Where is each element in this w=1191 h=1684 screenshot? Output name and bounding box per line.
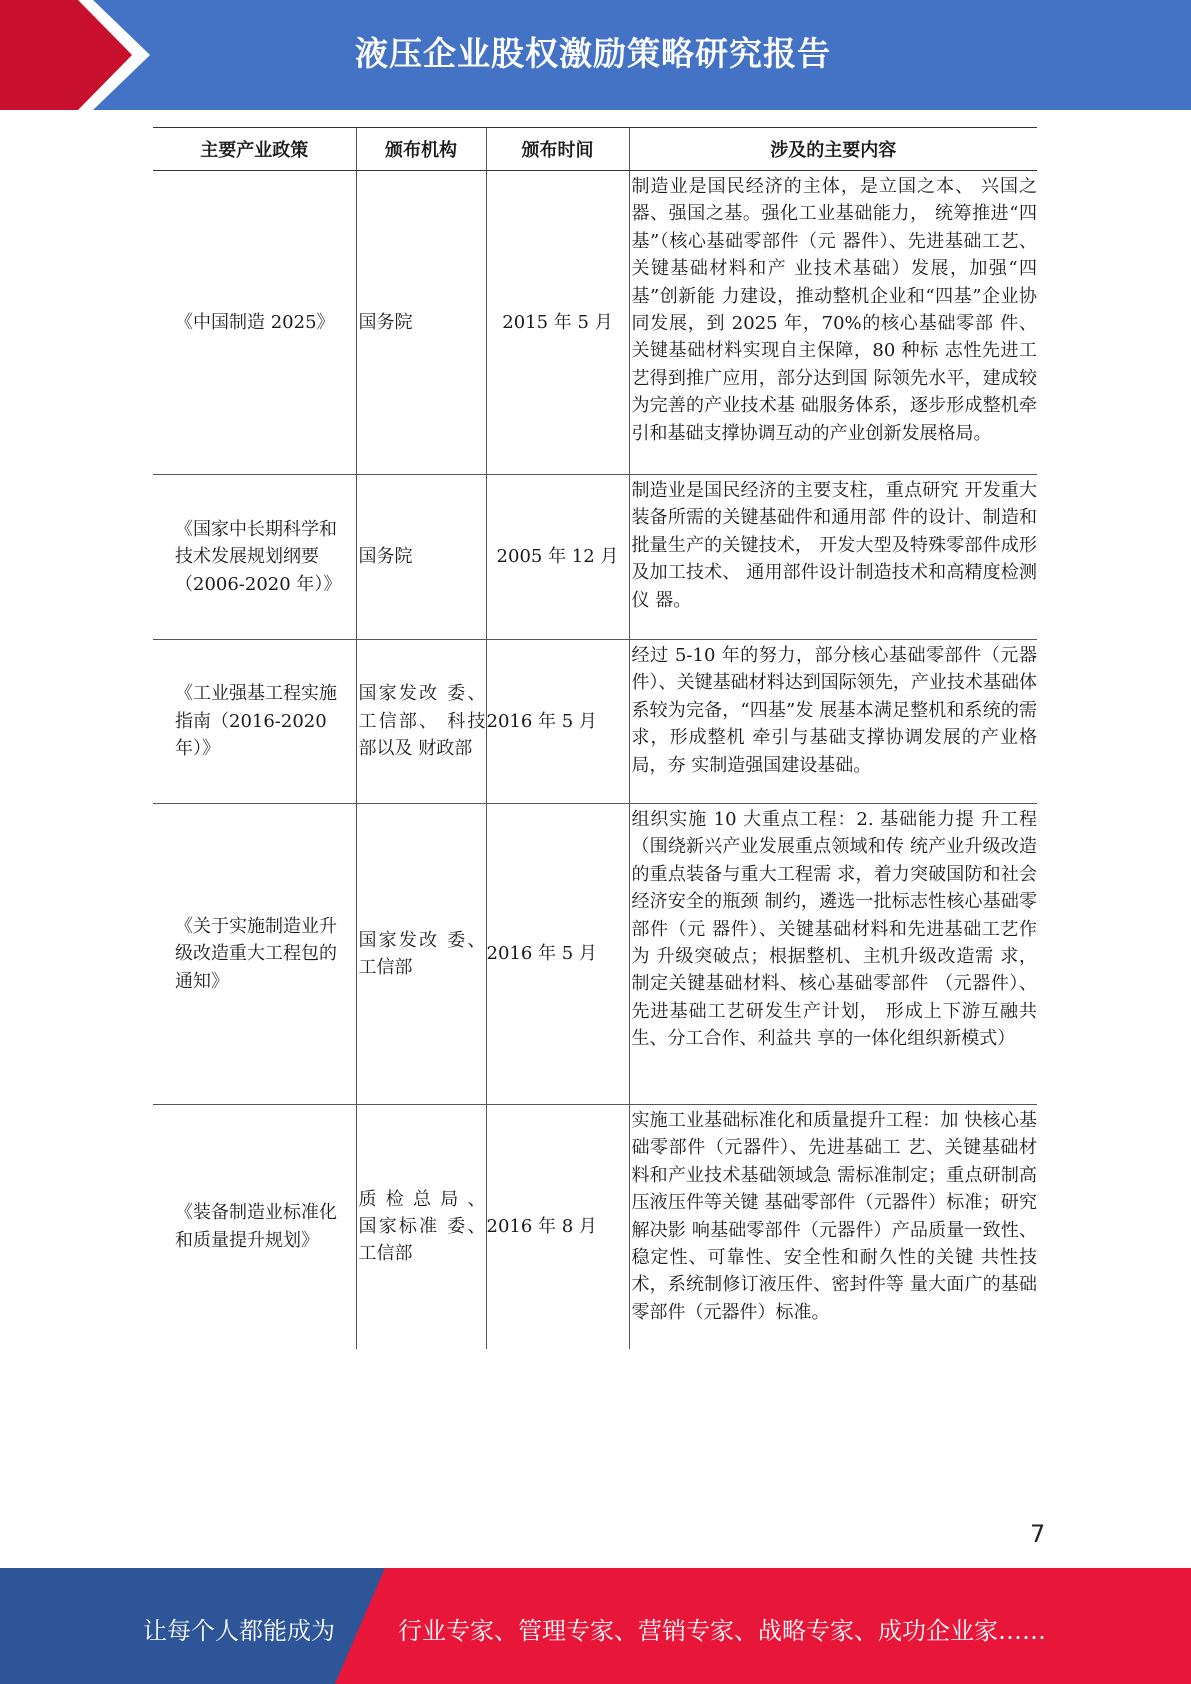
column-header-content: 涉及的主要内容 [629,128,1037,171]
org-cell: 质 检 总 局 、国家标准 委、工信部 [356,1105,486,1349]
page-number: 7 [1030,1520,1046,1548]
column-header-policy: 主要产业政策 [153,128,356,171]
date-cell: 2016 年 8 月 [486,1105,629,1349]
table-header-row [153,128,1037,171]
column-header-date: 颁布时间 [486,128,629,171]
table-row [153,475,1037,640]
content-cell: 制造业是国民经济的主体，是立国之本、 兴国之器、强国之基。强化工业基础能力， 统筹推进“四基”（核心基础零部件（元 器件）、先进基础工艺、关键基础材料和产 业技术基础）发展，加强“四基”创新能 力建设，推动整机企业和“四基”企业协 同发展，到 2025 年，70%的核心基础零部 件、关键基础材料实现自主保障，80 种标 志性先进工艺得到推广应用，部分达到国 际领先水平，建成较为完善的产业技术基 础服务体系，逐步形成整机牵引和基础支撑协调互动的产业创新发展格局。 [629,171,1037,475]
org-cell: 国务院 [356,171,486,475]
footer-slogan-left: 让每个人都能成为 [143,1617,335,1645]
policy-table [153,127,1037,1349]
org-cell: 国家发改 委、工信部、 科技部以及 财政部 [356,640,486,804]
date-cell: 2015 年 5 月 [486,171,629,475]
table-row [153,640,1037,804]
policy-cell: 《关于实施制造业升级改造重大工程包的通知》 [153,804,356,1105]
date-cell: 2005 年 12 月 [486,475,629,640]
policy-cell: 《中国制造 2025》 [153,171,356,475]
content-cell: 经过 5-10 年的努力，部分核心基础零部件（元器件）、关键基础材料达到国际领先，产业技术基础体系较为完备，“四基”发 展基本满足整机和系统的需求，形成整机 牵引与基础支撑协调发展的产业格局，夯 实制造强国建设基础。 [629,640,1037,804]
table-row [153,171,1037,475]
page-footer [0,1568,1191,1684]
policy-cell: 《装备制造业标准化和质量提升规划》 [175,1202,337,1251]
org-cell: 国务院 [356,475,486,640]
table-row [153,1105,1037,1349]
column-header-org: 颁布机构 [356,128,486,171]
org-cell: 国家发改 委、工信部 [356,804,486,1105]
date-cell: 2016 年 5 月 [486,640,629,804]
date-cell: 2016 年 5 月 [486,804,629,1105]
content-cell: 实施工业基础标准化和质量提升工程：加 快核心基础零部件（元器件）、先进基础工 艺、关键基础材料和产业技术基础领域急 需标准制定；重点研制高压液压件等关键 基础零部件（元器件）标准；研究解决影 响基础零部件（元器件）产品质量一致性、 稳定性、可靠性、安全性和耐久性的关键 共性技术，系统制修订液压件、密封件等 量大面广的基础零部件（元器件）标准。 [629,1105,1037,1349]
page-header [0,0,1191,110]
report-title: 液压企业股权激励策略研究报告 [355,34,831,73]
policy-cell: 《工业强基工程实施指南（2016-2020 年）》 [153,640,356,804]
content-cell: 制造业是国民经济的主要支柱，重点研究 开发重大装备所需的关键基础件和通用部 件的设计、制造和批量生产的关键技术， 开发大型及特殊零部件成形及加工技术、 通用部件设计制造技术和高精度检测仪 器。 [629,475,1037,640]
red-chevron-icon [0,0,150,110]
table-row [153,804,1037,1105]
policy-cell: 《国家中长期科学和技术发展规划纲要（2006-2020 年）》 [153,475,356,640]
footer-slogan-right: 行业专家、管理专家、营销专家、战略专家、成功企业家…… [398,1617,1046,1645]
content-cell: 组织实施 10 大重点工程：2. 基础能力提 升工程（围绕新兴产业发展重点领域和传 统产业升级改造的重点装备与重大工程需 求，着力突破国防和社会经济安全的瓶颈 制约，遴选一批标志性核心基础零部件（元 器件）、关键基础材料和先进基础工艺作为 升级突破点；根据整机、主机升级改造需 求，制定关键基础材料、核心基础零部件 （元器件）、先进基础工艺研发生产计划， 形成上下游互融共生、分工合作、利益共 享的一体化组织新模式） [629,804,1037,1105]
